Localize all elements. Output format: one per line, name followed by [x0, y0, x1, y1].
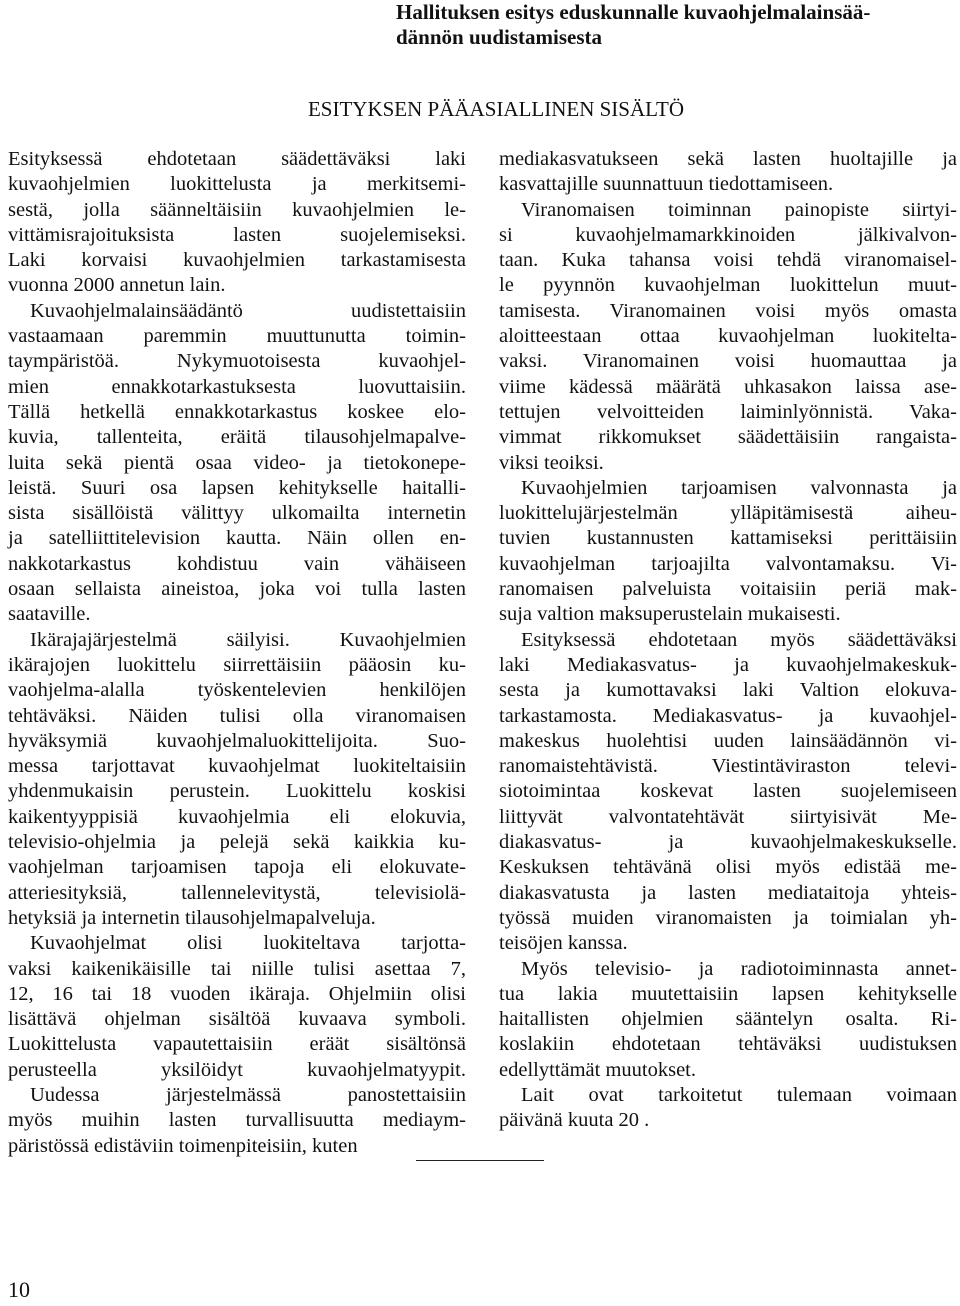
- left-column-line: Tällä hetkellä ennakkotarkastus koskee elo-: [8, 400, 466, 423]
- footnote-rule: [416, 1160, 544, 1161]
- document-title: [396, 0, 960, 50]
- left-column-line: 12, 16 tai 18 vuoden ikäraja. Ohjelmiin olisi: [8, 982, 466, 1005]
- left-column-line: perusteella yksilöidyt kuvaohjelmatyypit.: [8, 1058, 466, 1081]
- left-column-line: päristössä edistäviin toimenpiteisiin, kuten: [8, 1134, 358, 1157]
- left-column-line: vaksi kaikenikäisille tai niille tulisi asettaa 7,: [8, 957, 466, 980]
- right-column-line: luokittelujärjestelmän ylläpitämisestä aiheu-: [499, 502, 957, 525]
- page-number: 10: [8, 1277, 30, 1302]
- right-column-line: teisöjen kanssa.: [499, 932, 628, 955]
- right-column-line: diakasvatus- ja kuvaohjelmakeskukselle.: [499, 831, 957, 854]
- right-column-line: tuvien kustannusten kattamiseksi perittäisiin: [499, 527, 957, 550]
- left-column-line: kuvaohjelmien luokittelusta ja merkitsemi-: [8, 173, 466, 196]
- left-column-line: nakkotarkastus kohdistuu vain vähäiseen: [8, 552, 466, 575]
- right-column-line: viime kädessä määrätä uhkasakon laissa ase-: [499, 375, 957, 398]
- left-column-line: Luokittelusta vapautettaisiin eräät sisältönsä: [8, 1033, 466, 1056]
- right-column-line: vimmat rikkomukset säädettäisiin rangaista-: [499, 426, 957, 449]
- right-column-line: kuvaohjelman tarjoajilta valvontamaksu. Vi-: [499, 552, 957, 575]
- right-column-line: mediakasvatukseen sekä lasten huoltajille ja: [499, 148, 957, 170]
- right-column-line: suja valtion maksuperustelain mukaisesti.: [499, 603, 841, 626]
- left-column-line: Kuvaohjelmat olisi luokiteltava tarjotta-: [30, 932, 466, 955]
- left-column-line: Kuvaohjelmalainsäädäntö uudistettaisiin: [30, 299, 466, 322]
- left-column-line: ikärajojen luokittelu siirrettäisiin pääosin ku-: [8, 653, 466, 676]
- left-column-line: messa tarjottavat kuvaohjelmat luokiteltaisiin: [8, 755, 466, 778]
- right-column-line: haitallisten ohjelmien sääntelyn osalta. Ri-: [499, 1008, 957, 1031]
- right-column-line: aloitteestaan ottaa kuvaohjelman luokitelta-: [499, 325, 957, 348]
- right-column-line: Keskuksen tehtävänä olisi myös edistää me-: [499, 856, 957, 879]
- right-column-line: kasvattajille suunnattuun tiedottamiseen.: [499, 173, 834, 196]
- left-column-line: leistä. Suuri osa lapsen kehitykselle haitalli-: [8, 476, 466, 499]
- left-text-column: [8, 147, 466, 1159]
- right-column-line: Viranomaisen toiminnan painopiste siirtyi-: [521, 198, 957, 221]
- right-column-line: taan. Kuka tahansa voisi tehdä viranomaisel-: [499, 249, 957, 272]
- left-column-line: televisio-ohjelmia ja pelejä sekä kaikkia ku-: [8, 831, 466, 854]
- left-column-line: kuvia, tallenteita, eräitä tilausohjelmapalve-: [8, 426, 466, 449]
- left-column-line: sestä, jolla säänneltäisiin kuvaohjelmien le-: [8, 198, 466, 221]
- right-column-line: sesta ja kumottavaksi laki Valtion elokuva-: [499, 679, 957, 702]
- right-text-column: [499, 147, 957, 1134]
- right-column-line: si kuvaohjelmamarkkinoiden jälkivalvon-: [499, 223, 957, 246]
- right-column-line: ranomaistehtävistä. Viestintäviraston televi-: [499, 755, 957, 778]
- right-column-line: tettujen velvoitteiden laiminlyönnistä. Vaka-: [499, 400, 957, 423]
- right-column-line: viksi teoiksi.: [499, 451, 604, 474]
- left-column-line: lisättävä ohjelman sisältöä kuvaava symboli.: [8, 1008, 466, 1031]
- left-column-line: vuonna 2000 annetun lain.: [8, 274, 226, 297]
- right-column-line: tamisesta. Viranomainen voisi myös omasta: [499, 299, 957, 322]
- left-column-line: ja satelliittitelevision kautta. Näin ollen en-: [8, 527, 466, 550]
- left-column-line: saataville.: [8, 603, 91, 626]
- left-column-line: vaohjelman tarjoamisen tapoja eli elokuvate-: [8, 856, 466, 879]
- left-column-line: mien ennakkotarkastuksesta luovuttaisiin.: [8, 375, 466, 398]
- right-column-line: vaksi. Viranomainen voisi huomauttaa ja: [499, 350, 957, 373]
- right-column-line: Esityksessä ehdotetaan myös säädettäväksi: [521, 628, 957, 651]
- right-column-line: edellyttämät muutokset.: [499, 1058, 696, 1081]
- right-column-line: laki Mediakasvatus- ja kuvaohjelmakeskuk-: [499, 653, 957, 676]
- right-column-line: Lait ovat tarkoitetut tulemaan voimaan: [521, 1083, 957, 1106]
- right-column-line: siotoimintaa koskevat lasten suojelemiseen: [499, 780, 957, 803]
- left-column-line: hyväksymiä kuvaohjelmaluokittelijoita. Suo-: [8, 729, 466, 752]
- right-column-line: koslakiin ehdotetaan tehtäväksi uudistuksen: [499, 1033, 957, 1056]
- left-column-line: atteriesityksiä, tallennelevitystä, televisiolä-: [8, 881, 466, 904]
- right-column-line: liittyvät valvontatehtävät siirtyisivät Me-: [499, 805, 957, 828]
- right-column-line: tua lakia muutettaisiin lapsen kehitykselle: [499, 982, 957, 1005]
- left-column-line: Esityksessä ehdotetaan säädettäväksi laki: [8, 148, 466, 170]
- left-column-line: yhdenmukaisin perustein. Luokittelu koskisi: [8, 780, 466, 803]
- left-column-line: vittämisrajoituksista lasten suojelemiseksi.: [8, 223, 466, 246]
- right-column-line: Kuvaohjelmien tarjoamisen valvonnasta ja: [521, 476, 957, 499]
- left-column-line: taympäristöä. Nykymuotoisesta kuvaohjel-: [8, 350, 466, 373]
- right-column-line: makeskus huolehtisi uuden lainsäädännön vi-: [499, 729, 957, 752]
- left-column-line: vaohjelma-alalla työskentelevien henkilöjen: [8, 679, 466, 702]
- right-column-line: diakasvatusta ja lasten mediataitoja yhteis-: [499, 881, 957, 904]
- left-column-line: myös muihin lasten turvallisuutta mediaym-: [8, 1109, 466, 1132]
- left-column-line: tehtäväksi. Näiden tulisi olla viranomaisen: [8, 704, 466, 727]
- left-column-line: vastaamaan paremmin muuttunutta toimin-: [8, 325, 466, 348]
- left-column-line: Uudessa järjestelmässä panostettaisiin: [30, 1083, 466, 1106]
- left-column-line: hetyksiä ja internetin tilausohjelmapalveluja.: [8, 906, 376, 929]
- right-column-line: työssä muiden viranomaisten ja toimialan yh-: [499, 906, 957, 929]
- right-column-line: ranomaisen palveluista voitaisiin periä mak-: [499, 578, 957, 601]
- right-column-line: le pyynnön kuvaohjelman luokittelun muut-: [499, 274, 957, 297]
- right-column-line: päivänä kuuta 20 .: [499, 1109, 650, 1132]
- left-column-line: kaikentyyppisiä kuvaohjelmia eli elokuvia,: [8, 805, 466, 828]
- left-column-line: Laki korvaisi kuvaohjelmien tarkastamisesta: [8, 249, 466, 272]
- left-column-line: sista sisällöistä välittyy ulkomailta internetin: [8, 502, 466, 525]
- section-heading: ESITYKSEN PÄÄASIALLINEN SISÄLTÖ: [307, 97, 685, 121]
- left-column-line: osaan sellaista aineistoa, joka voi tulla lasten: [8, 578, 466, 601]
- document-title-line-1: Hallituksen esitys eduskunnalle kuvaohjelmalainsää-: [396, 0, 871, 24]
- left-column-line: Ikärajajärjestelmä säilyisi. Kuvaohjelmien: [30, 628, 466, 651]
- right-column-line: tarkastamosta. Mediakasvatus- ja kuvaohjel-: [499, 704, 957, 727]
- left-column-line: luita sekä pientä osaa video- ja tietokonepe-: [8, 451, 466, 474]
- document-title-line-2: dännön uudistamisesta: [396, 25, 602, 49]
- right-column-line: Myös televisio- ja radiotoiminnasta annet-: [521, 957, 957, 980]
